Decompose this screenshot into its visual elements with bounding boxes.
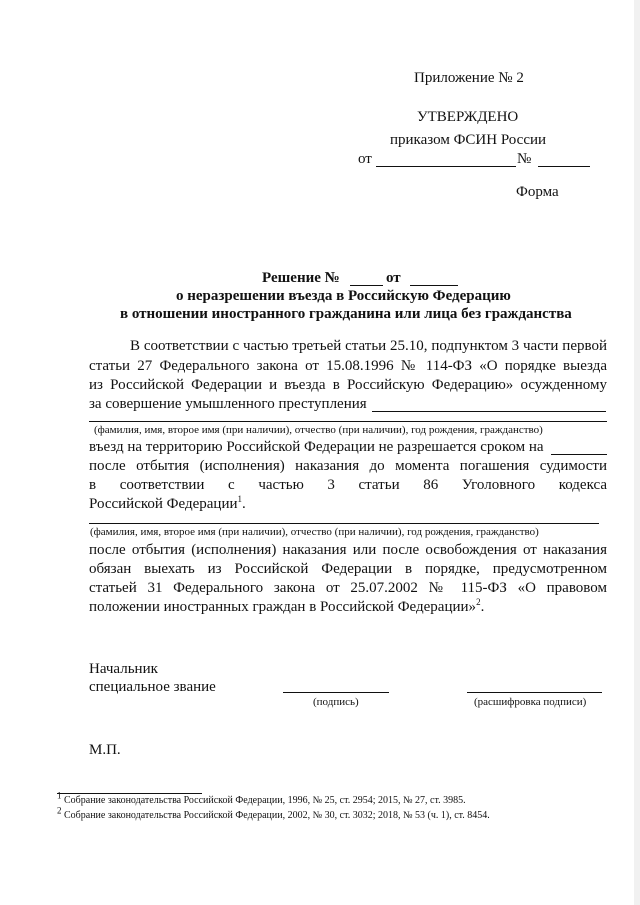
order-date-blank [376,166,516,167]
paragraph-3-line-2: обязан выехать из Российской Федерации в порядке, предусмотренном [89,561,607,577]
paragraph-1-line-3: из Российской Федерации и въезда в Российскую Федерацию» осужденному [89,377,607,393]
paragraph-2-line-1: въезд на территорию Российской Федерации не разрешается сроком на [89,439,544,455]
decision-number-label: Решение № [262,270,340,286]
form-label: Форма [516,184,559,200]
order-date-label: от [358,151,372,167]
paragraph-2-period: . [242,496,246,512]
convict-blank-line [89,421,607,422]
page-edge-shadow [634,0,640,905]
appendix-label: Приложение № 2 [414,70,524,86]
approved-label: УТВЕРЖДЕНО [417,109,519,125]
title-line-3: в отношении иностранного гражданина или лица без гражданства [120,306,572,322]
footnote-ref-1: 1 [237,494,243,504]
decision-date-label: от [386,270,401,286]
paragraph-2-line-4 [89,496,246,513]
paragraph-1-line-2: статьи 27 Федерального закона от 15.08.1996 № 114-ФЗ «О порядке выезда [89,358,607,374]
order-label: приказом ФСИН России [390,132,547,148]
paragraph-3-period: . [480,599,485,615]
chief-label: Начальник [89,661,158,677]
order-number-blank [538,166,590,167]
seal-label: М.П. [89,742,121,758]
footnote-1 [57,790,466,806]
paragraph-1-line-1: В соответствии с частью третьей статьи 25.10, подпунктом 3 части первой [130,338,607,354]
paragraph-2-line-2: после отбытия (исполнения) наказания до момента погашения судимости [89,458,607,474]
paragraph-3-line-3: статьей 31 Федерального закона от 25.07.2002 № 115-ФЗ «О правовом [89,580,607,596]
paragraph-2-line-3: в соответствии с частью 3 статьи 86 Уголовного кодекса [89,477,607,493]
order-number-label: № [517,151,532,167]
person-blank-line-2 [89,523,599,524]
paragraph-3-line-1: после отбытия (исполнения) наказания или после освобождения от наказания [89,542,607,558]
footnote-separator [57,793,202,794]
signature-decode-blank [467,692,602,693]
caption-person-2: (фамилия, имя, второе имя (при наличии), отчество (при наличии), год рождения, гражданство) [90,526,539,538]
signature-decode-caption: (расшифровка подписи) [474,696,587,708]
decision-number-blank [350,285,383,286]
footnote-2 [57,805,490,821]
footnote-ref-2: 2 [476,597,481,607]
footnote-1-text: Собрание законодательства Российской Федерации, 1996, № 25, ст. 2954; 2015, № 27, ст. 3985. [64,795,466,806]
paragraph-3-line-4-text: положении иностранных граждан в Российской Федерации» [89,599,477,615]
footnote-1-mark: 1 [57,790,62,801]
footnote-2-mark: 2 [57,805,62,816]
paragraph-2-line-4-text: Российской Федерации [89,496,238,512]
footnote-2-text: Собрание законодательства Российской Федерации, 2002, № 30, ст. 3032; 2018, № 53 (ч. 1), ст. 8454. [64,810,490,821]
paragraph-1-line-4: за совершение умышленного преступления [89,396,367,412]
caption-person-1: (фамилия, имя, второе имя (при наличии), отчество (при наличии), год рождения, гражданство) [94,424,543,436]
paragraph-3-line-4 [89,599,484,616]
term-blank [551,454,607,455]
title-line-2: о неразрешении въезда в Российскую Федерацию [176,288,511,304]
convict-blank-inline [372,411,606,412]
signature-blank [283,692,389,693]
decision-date-blank [410,285,458,286]
rank-label: специальное звание [89,679,216,695]
signature-caption: (подпись) [313,696,359,708]
